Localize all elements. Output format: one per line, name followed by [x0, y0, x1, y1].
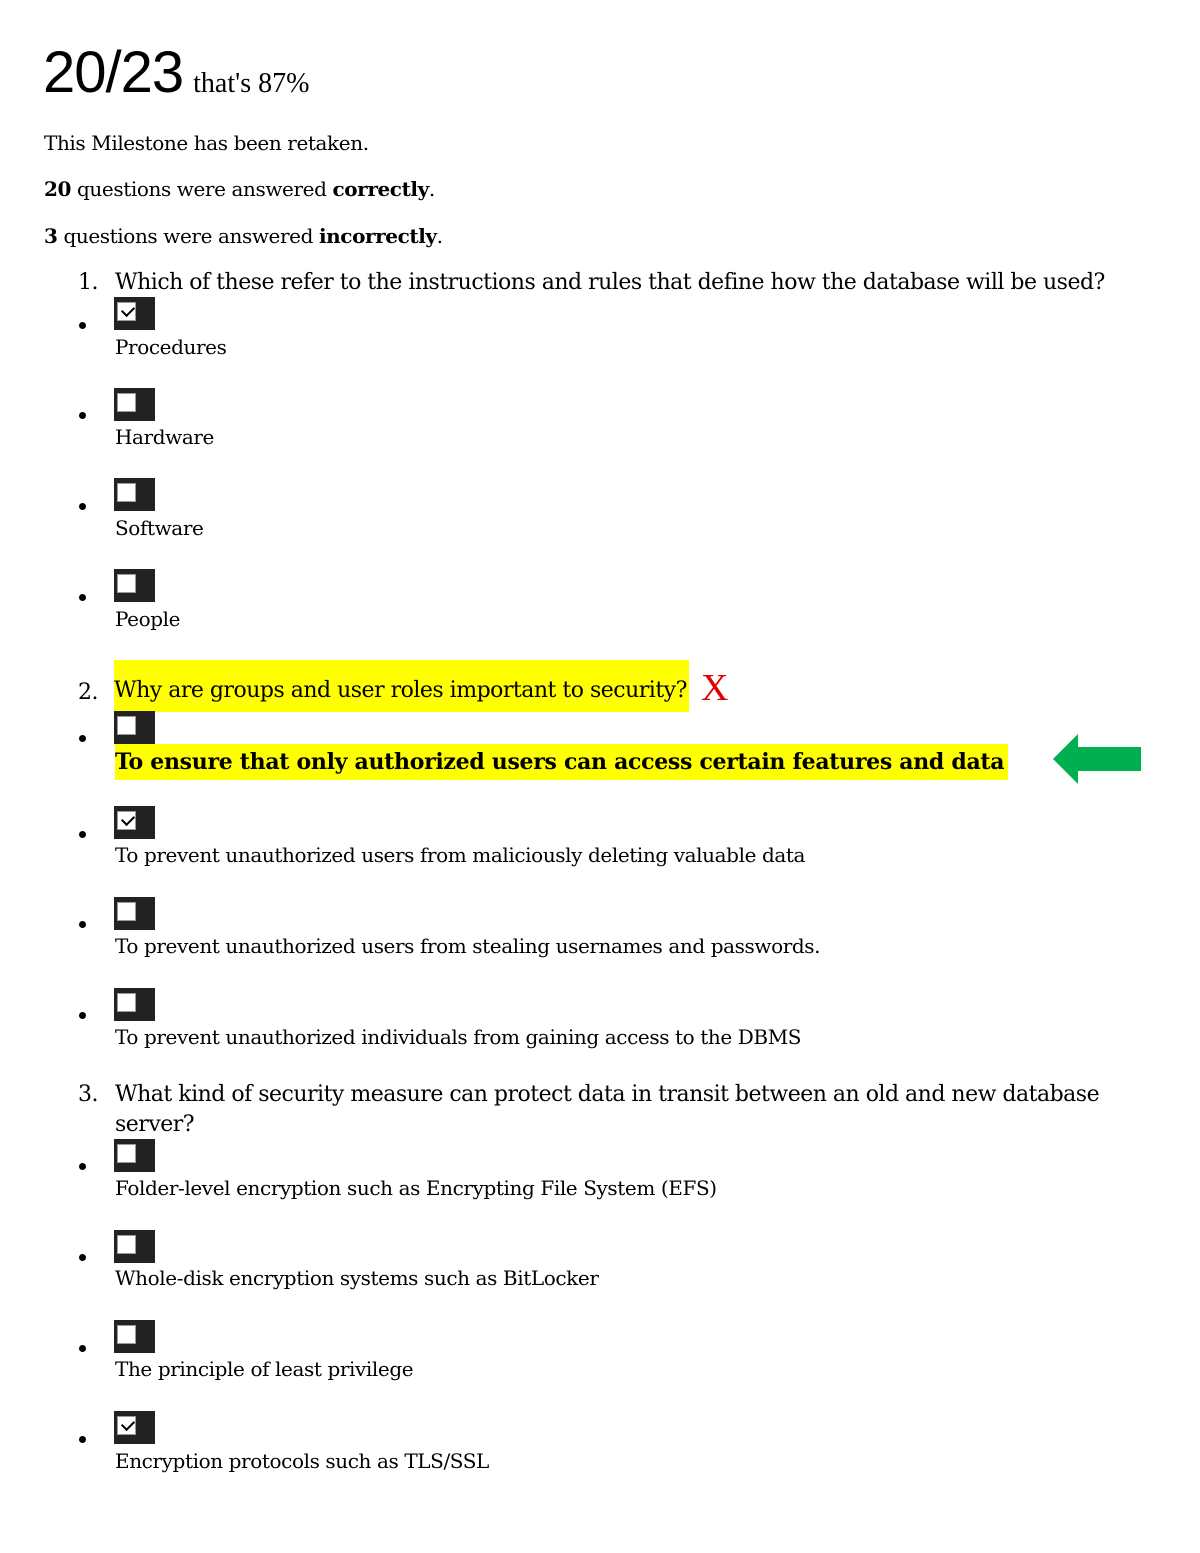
checkmark-icon — [121, 812, 135, 826]
option-label: Procedures — [115, 335, 227, 359]
correct-summary-period: . — [428, 177, 435, 201]
incorrect-count: 3 — [44, 224, 58, 248]
option-label: To prevent unauthorized users from maliciously deleting valuable data — [115, 843, 806, 867]
question-1-text: Which of these refer to the instructions and rules that define how the database will be used? — [115, 270, 1105, 295]
checkmark-icon — [121, 1417, 135, 1431]
incorrect-word: incorrectly — [318, 224, 437, 248]
checkbox-q3-least-privilege[interactable] — [114, 1320, 155, 1353]
bullet — [79, 921, 86, 928]
incorrect-summary-period: . — [436, 224, 443, 248]
bullet — [79, 1254, 86, 1261]
bullet — [79, 503, 86, 510]
incorrect-summary — [44, 224, 443, 248]
checkbox-q3-folder-encryption[interactable] — [114, 1139, 155, 1172]
bullet — [79, 412, 86, 419]
correct-answer-label: To ensure that only authorized users can access certain features and data — [115, 744, 1008, 780]
bullet — [79, 1436, 86, 1443]
checkbox-q2-prevent-stealing[interactable] — [114, 897, 155, 930]
option-label: Folder-level encryption such as Encrypting File System (EFS) — [115, 1176, 717, 1200]
incorrect-x-mark: X — [701, 667, 729, 709]
option-label: Encryption protocols such as TLS/SSL — [115, 1449, 489, 1473]
option-label: The principle of least privilege — [115, 1357, 414, 1381]
option-label: To prevent unauthorized individuals from gaining access to the DBMS — [115, 1025, 802, 1049]
bullet — [79, 322, 86, 329]
bullet — [79, 594, 86, 601]
correct-count: 20 — [44, 177, 72, 201]
option-label: Software — [115, 516, 204, 540]
checkbox-q1-people[interactable] — [114, 569, 155, 602]
checkbox-q1-software[interactable] — [114, 478, 155, 511]
checkbox-q2-prevent-dbms-access[interactable] — [114, 988, 155, 1021]
bullet — [79, 1012, 86, 1019]
score-fraction: 20/23 — [43, 40, 184, 105]
green-left-arrow-icon — [1053, 734, 1143, 784]
bullet — [79, 735, 86, 742]
question-3-number: 3. — [78, 1082, 98, 1107]
incorrect-summary-text: questions were answered — [57, 224, 319, 248]
checkbox-q1-hardware[interactable] — [114, 388, 155, 421]
question-2-text: Why are groups and user roles important to security? — [114, 660, 689, 712]
checkmark-icon — [121, 303, 135, 317]
bullet — [79, 831, 86, 838]
score-header — [43, 38, 309, 108]
checkbox-q2-prevent-deleting[interactable] — [114, 806, 155, 839]
bullet — [79, 1163, 86, 1170]
checkbox-q1-procedures[interactable] — [114, 297, 155, 330]
checkbox-q3-whole-disk[interactable] — [114, 1230, 155, 1263]
retaken-notice: This Milestone has been retaken. — [44, 131, 369, 155]
bullet — [79, 1345, 86, 1352]
checkbox-q3-tls-ssl[interactable] — [114, 1411, 155, 1444]
question-1-number: 1. — [78, 270, 98, 295]
option-label: To prevent unauthorized users from stealing usernames and passwords. — [115, 934, 821, 958]
question-3-text-line2: server? — [115, 1112, 195, 1137]
correct-summary-text: questions were answered — [71, 177, 333, 201]
score-percent: that's 87% — [193, 68, 310, 99]
option-label: Whole-disk encryption systems such as BitLocker — [115, 1266, 599, 1290]
checkbox-q2-ensure-authorized[interactable] — [114, 711, 155, 744]
option-label: Hardware — [115, 425, 214, 449]
option-label: People — [115, 607, 181, 631]
question-3-text-line1: What kind of security measure can protect data in transit between an old and new database — [115, 1082, 1100, 1107]
correct-summary — [44, 177, 435, 201]
question-2-number: 2. — [78, 680, 98, 705]
correct-word: correctly — [332, 177, 429, 201]
